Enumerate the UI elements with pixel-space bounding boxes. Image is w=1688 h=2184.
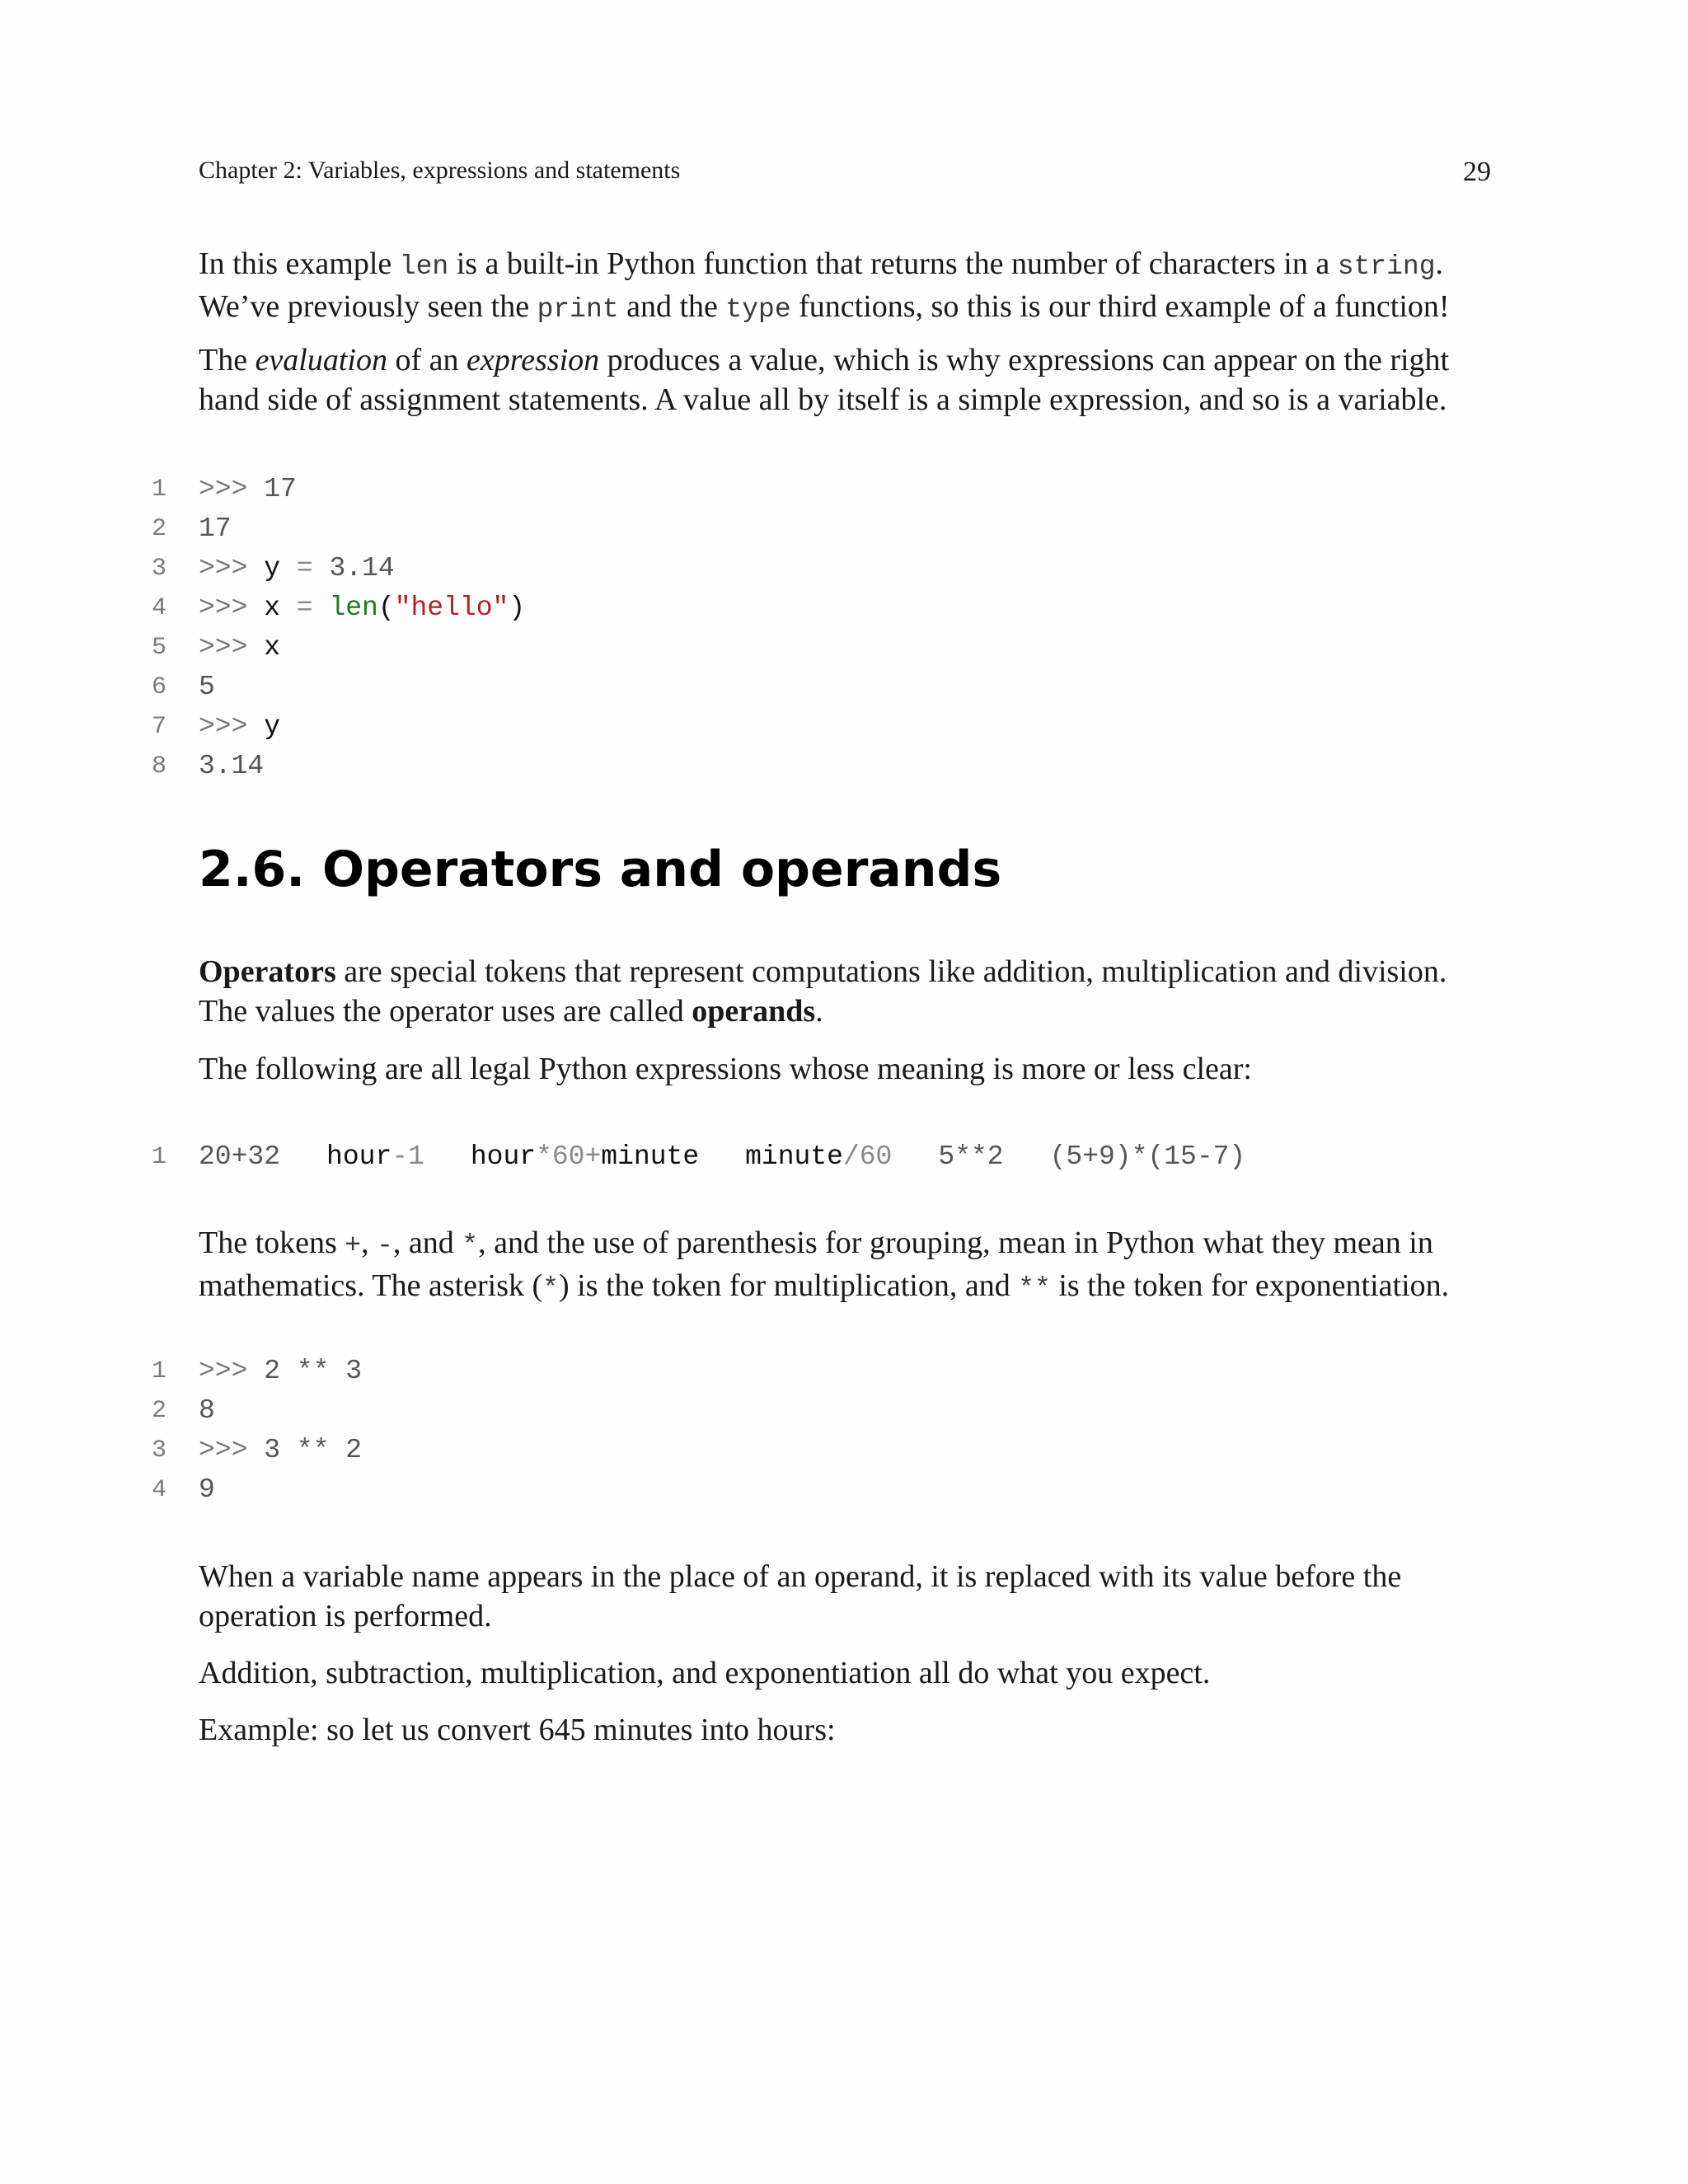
code-operator: = xyxy=(280,593,330,623)
paragraph-operators xyxy=(199,952,1501,1031)
inline-code: string xyxy=(1337,251,1436,282)
code-line xyxy=(0,1431,1688,1470)
code-prompt: >>> xyxy=(199,593,265,623)
code-operator: *60+ xyxy=(536,1141,602,1172)
line-number: 8 xyxy=(151,752,166,780)
code-number: 3.14 xyxy=(329,553,395,583)
page-number: 29 xyxy=(1463,157,1491,187)
inline-code: * xyxy=(542,1273,559,1304)
code-prompt: >>> xyxy=(199,474,265,504)
code-prompt: >>> xyxy=(199,553,265,583)
line-number: 3 xyxy=(151,555,166,583)
inline-code: len xyxy=(399,251,449,282)
code-variable: hour xyxy=(470,1141,537,1172)
text-run: , and xyxy=(392,1226,462,1260)
text-run: produces a value, which is why expressions can appear on the right hand side of assignment statements. A value all by itself is a simple expression, and so is a variable. xyxy=(199,343,1450,417)
code-line xyxy=(0,1352,1688,1391)
code-number: 17 xyxy=(264,474,297,504)
line-number: 1 xyxy=(151,476,166,504)
paragraph-variable-operand: When a variable name appears in the place of an operand, it is replaced with its value before the operation is performed. xyxy=(199,1559,1402,1633)
text-run: . We’ve previously seen the xyxy=(199,246,1444,324)
inline-code: print xyxy=(537,294,619,325)
text-run: The tokens xyxy=(199,1226,345,1260)
code-paren: ( xyxy=(377,593,395,623)
code-line xyxy=(0,707,1688,747)
bold-term: operands xyxy=(692,994,816,1029)
code-prompt: >>> xyxy=(199,632,265,663)
code-block-expressions xyxy=(0,470,1688,786)
inline-code: * xyxy=(462,1230,479,1261)
text-run: of an xyxy=(387,343,467,377)
text-run: . xyxy=(815,994,823,1029)
text-run: is the token for exponentiation. xyxy=(1050,1268,1450,1303)
text-run: The xyxy=(199,343,256,377)
code-variable: hour xyxy=(326,1141,392,1172)
code-prompt: >>> xyxy=(199,1356,265,1386)
code-paren: ) xyxy=(509,593,526,623)
line-number: 1 xyxy=(151,1143,166,1171)
code-expression: (5+9)*(15-7) xyxy=(1049,1141,1246,1172)
bold-term: Operators xyxy=(199,954,336,989)
code-line xyxy=(0,628,1688,668)
code-line xyxy=(0,668,1688,707)
code-variable: minute xyxy=(601,1141,700,1172)
text-run: , and the use of parenthesis for grouping, mean in Python what they mean in mathematics. The asterisk ( xyxy=(199,1226,1433,1303)
code-output: 17 xyxy=(199,513,232,544)
line-number: 4 xyxy=(151,1476,166,1504)
code-variable: x xyxy=(264,593,281,623)
code-expression: 2 ** 3 xyxy=(264,1356,363,1386)
code-line xyxy=(0,1137,1688,1177)
code-variable: minute xyxy=(745,1141,843,1172)
code-prompt: >>> xyxy=(199,1435,265,1465)
code-function: len xyxy=(329,593,378,623)
code-operator: -1 xyxy=(392,1141,424,1172)
inline-code: + xyxy=(345,1230,362,1261)
inline-code: ** xyxy=(1018,1273,1051,1304)
inline-code: type xyxy=(725,294,791,325)
code-block-exponentiation xyxy=(0,1352,1688,1510)
code-variable: x xyxy=(264,632,281,663)
section-heading: 2.6. Operators and operands xyxy=(199,841,1002,898)
text-run: , xyxy=(361,1226,377,1260)
code-output: 8 xyxy=(199,1395,215,1426)
inline-code: - xyxy=(377,1230,393,1261)
line-number: 3 xyxy=(151,1436,166,1465)
code-string: "hello" xyxy=(394,593,509,623)
paragraph-example: Example: so let us convert 645 minutes into hours: xyxy=(199,1713,836,1747)
code-expression: 20+32 xyxy=(199,1141,281,1172)
code-operator: = xyxy=(280,553,330,583)
running-header xyxy=(199,157,1491,190)
code-block-operator-examples xyxy=(0,1137,1688,1177)
paragraph-arithmetic: Addition, subtraction, multiplication, and exponentiation all do what you expect. xyxy=(199,1656,1211,1690)
line-number: 2 xyxy=(151,1397,166,1425)
line-number: 4 xyxy=(151,594,166,622)
text-run: functions, so this is our third example of a function! xyxy=(790,289,1450,324)
line-number: 2 xyxy=(151,515,166,543)
line-number: 1 xyxy=(151,1357,166,1385)
emphasis-term: expression xyxy=(467,343,600,377)
code-line xyxy=(0,1470,1688,1510)
code-line xyxy=(0,588,1688,628)
code-output: 5 xyxy=(199,672,215,702)
code-output: 3.14 xyxy=(199,751,265,781)
chapter-title: Chapter 2: Variables, expressions and statements xyxy=(199,157,681,184)
code-line xyxy=(0,1391,1688,1431)
code-expression: 5**2 xyxy=(938,1141,1004,1172)
code-variable: y xyxy=(264,711,281,742)
line-number: 6 xyxy=(151,673,166,701)
code-variable: y xyxy=(264,553,281,583)
paragraph-tokens xyxy=(199,1223,1501,1309)
paragraph-len-function xyxy=(199,244,1501,330)
code-line xyxy=(0,509,1688,549)
text-run: and the xyxy=(618,289,726,324)
text-run: ) is the token for multiplication, and xyxy=(558,1268,1019,1303)
line-number: 5 xyxy=(151,634,166,662)
code-line xyxy=(0,470,1688,509)
paragraph-legal-expressions: The following are all legal Python expressions whose meaning is more or less clear: xyxy=(199,1052,1252,1086)
paragraph-evaluation xyxy=(199,340,1501,419)
code-prompt: >>> xyxy=(199,711,265,742)
emphasis-term: evaluation xyxy=(255,343,387,377)
code-line xyxy=(0,747,1688,786)
code-expression: 3 ** 2 xyxy=(264,1435,363,1465)
text-run: is a built-in Python function that returns the number of characters in a xyxy=(448,246,1338,281)
line-number: 7 xyxy=(151,713,166,741)
code-operator: /60 xyxy=(842,1141,893,1172)
code-line xyxy=(0,549,1688,588)
text-run: In this example xyxy=(199,246,400,281)
text-run: are special tokens that represent computations like addition, multiplication and division. The values the operator uses are called xyxy=(199,954,1447,1029)
code-output: 9 xyxy=(199,1474,215,1505)
